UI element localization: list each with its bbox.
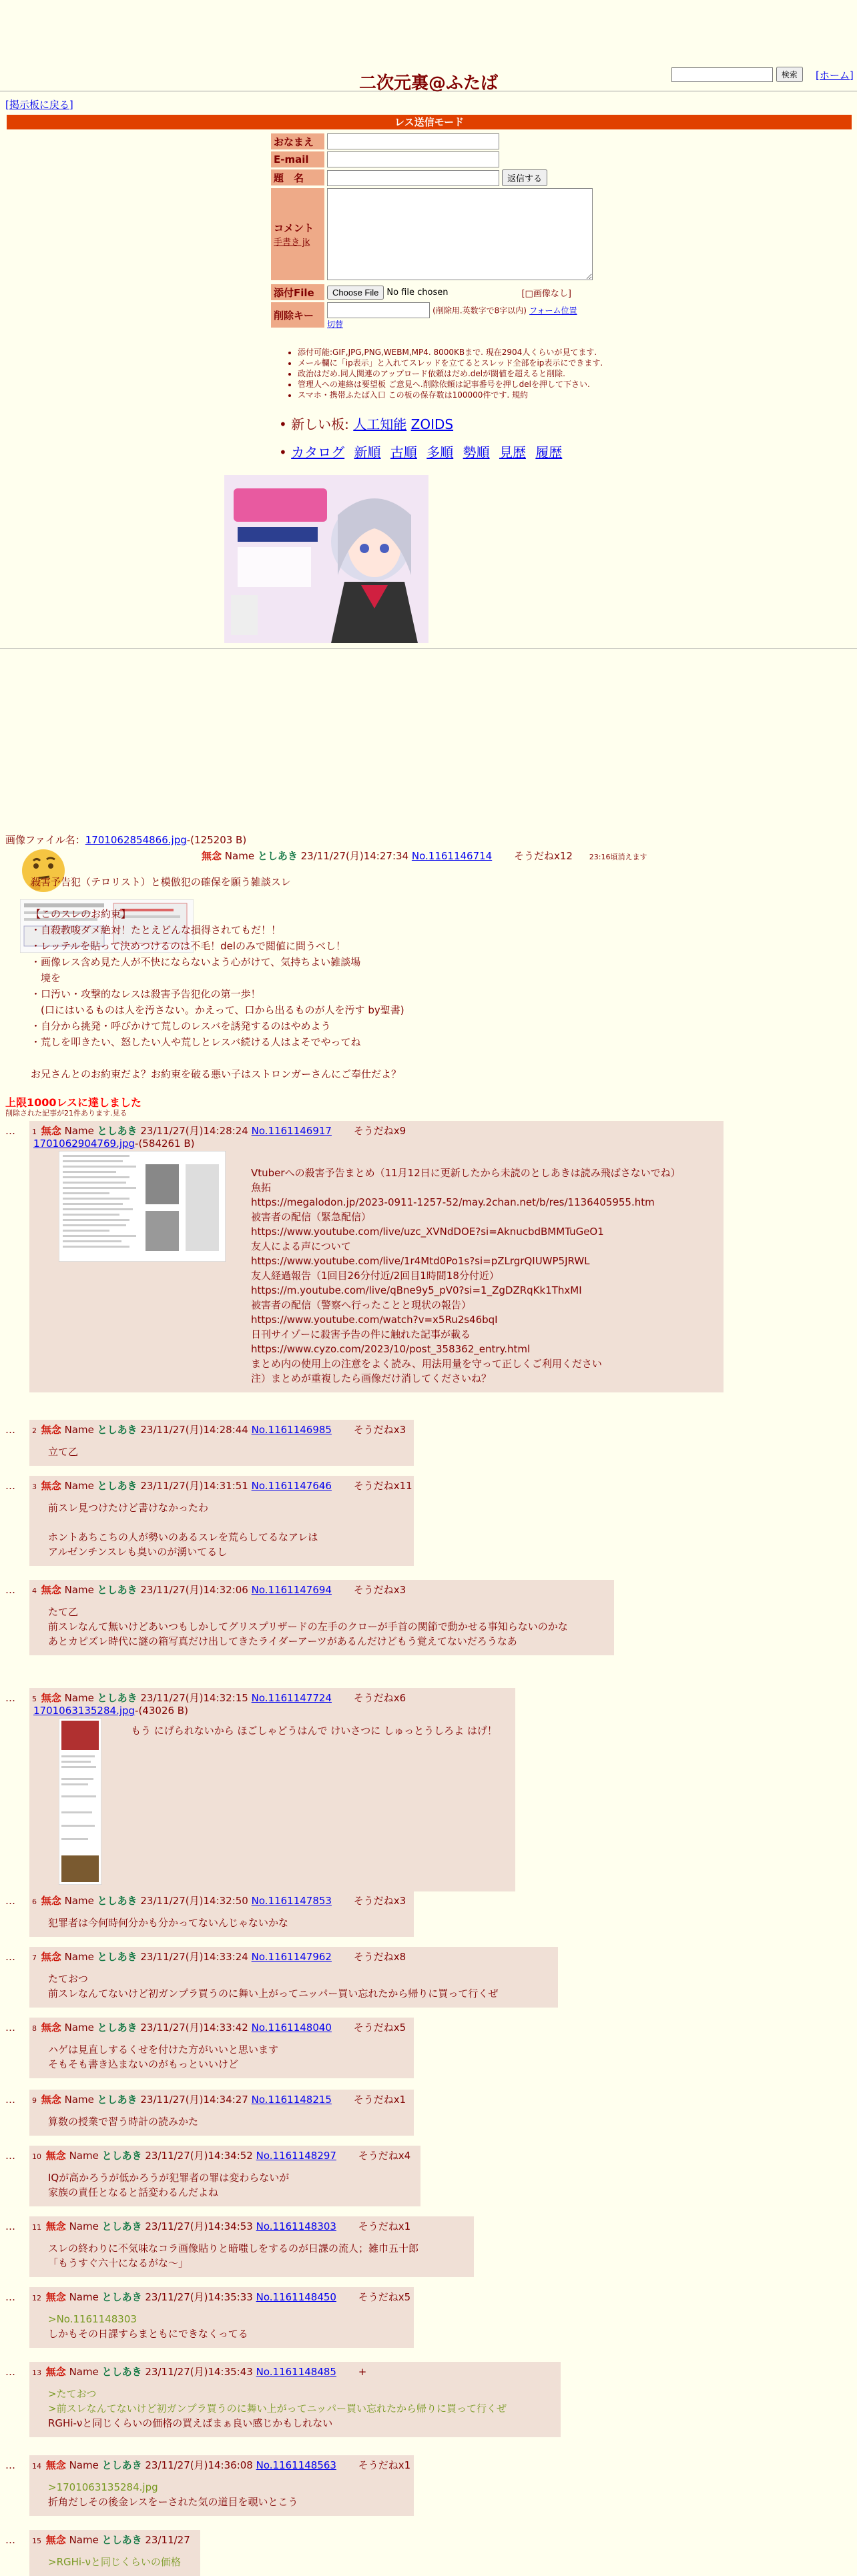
reply-subject: 無念 [41,2022,61,2034]
rule-item: • メール欄に「ip表示」と入れてスレッドを立てるとスレッド全部をip表示にできます. [298,358,645,368]
reply-file-link[interactable]: 1701062904769.jpg [33,1138,135,1150]
back-to-board-link[interactable]: [掲示板に戻る] [5,99,73,111]
reply-sodane-button[interactable]: そうだねx3 [353,1424,406,1436]
reply-10: … 10 無念 Name としあき 23/11/27(月)14:34:52 No.1161148297 そうだねx4 IQが高かろうが低かろうが犯罪者の罪は変わらないが 家族の責任となると話変わるんだよね [5,2146,420,2206]
reply-name: としあき [97,1125,137,1137]
nav-most[interactable]: 多順 [426,444,454,460]
reply-body: 折角だしその後金レスをーされた気の道目を覗いとこう [48,2496,298,2508]
reply-subject: 無念 [45,2220,66,2232]
reply-sodane-button[interactable]: そうだねx9 [353,1125,406,1137]
reply-date: 23/11/27(月)14:28:44 [140,1424,248,1436]
nav-oldest[interactable]: 古順 [390,444,417,460]
reply-12: … 12 無念 Name としあき 23/11/27(月)14:35:33 No.1161148450 そうだねx5 >No.1161148303 しかもその日課すらまともにできなくってる [5,2287,414,2348]
reply-sodane-button[interactable]: そうだねx8 [353,1951,406,1963]
home-link[interactable]: [ホーム] [816,69,854,81]
subject-row [271,169,593,186]
op-file-label: 画像ファイル名： [5,834,85,846]
limit-message: 上限1000レスに達しました [5,1096,142,1109]
new-boards: • 新しい板: 人工知能 ZOIDS [279,416,454,432]
submit-button[interactable]: 返信する [502,169,547,186]
reply-name: としあき [97,1584,137,1596]
comment-textarea[interactable] [327,188,593,280]
reply-date: 23/11/27(月)14:33:42 [140,2022,248,2034]
rule-item: • 政治はだめ.同人関連のアップロード依頼はだめ.delが閾値を超えると削除. [298,368,645,379]
reply-name: としあき [101,2291,142,2303]
reply-post-number[interactable]: No.1161148450 [256,2291,336,2303]
new-board-link-zoids[interactable]: ZOIDS [410,416,454,432]
op-file-link[interactable]: 1701062854866.jpg [85,834,187,846]
reply-name: としあき [101,2534,142,2546]
rule-item: • 管理人への連絡は要望板 ご意見へ.削除依頼は記事番号を押しdelを押して下さい. [298,379,645,390]
reply-mode-bar: レス送信モード [7,115,852,129]
reply-quote: >RGHi-νと同じくらいの価格 [48,2556,181,2568]
reply-sodane-button[interactable]: + [358,2366,367,2378]
new-boards-label: 新しい板: [291,416,349,432]
reply-11: … 11 無念 Name としあき 23/11/27(月)14:34:53 No.1161148303 そうだねx1 スレの終わりに不気味なコラ画像貼りと暗嗤しをするのが日課の流人；雑巾五十郎 「もうすぐ六十になるがな～」 [5,2216,474,2277]
reply-file-size: -(43026 B) [135,1705,188,1717]
op-post-number[interactable]: No.1161146714 [411,850,493,862]
reply-subject: 無念 [41,1692,61,1704]
reply-index: 7 [32,1954,37,1962]
reply-thumbnail[interactable] [59,1151,226,1262]
deleted-message[interactable]: 削除された記事が21件あります.見る [5,1109,127,1118]
reply-subject: 無念 [41,1480,61,1492]
reply-body: しかもその日課すらまともにできなくってる [48,2328,248,2340]
reply-body: スレの終わりに不気味なコラ画像貼りと暗嗤しをするのが日課の流人；雑巾五十郎 「もうすぐ六十になるがな～」 [48,2242,419,2269]
reply-post-number[interactable]: No.1161148303 [256,2220,336,2232]
reply-sodane-button[interactable]: そうだねx5 [353,2022,406,2034]
op-file-info [5,833,246,847]
reply-13: … 13 無念 Name としあき 23/11/27(月)14:35:43 No.1161148485 + >たておつ >前スレなんてないけど初ガンプラ買うのに舞い上がってニッパー買い忘れたから帰りに買って行くぜ RGHi-νと同じくらいの価格の買えばまぁ良い感じかもしれない [5,2362,561,2437]
reply-15: … 15 無念 Name としあき 23/11/27 >RGHi-νと同じくらいの価格 [5,2530,200,2576]
new-board-link-ai[interactable]: 人工知能 [353,416,407,432]
search-button[interactable]: 検索 [776,67,803,82]
op-name-prefix: Name [224,850,255,862]
reply-post-number[interactable]: No.1161148563 [256,2459,336,2471]
reply-subject: 無念 [45,2150,66,2162]
rules-list [271,347,645,400]
reply-date: 23/11/27(月)14:36:08 [145,2459,253,2471]
reply-body: ハゲは見直しするくせを付けた方がいいと思います そもそも書き込まないのがもっといいけど [48,2044,279,2070]
post-form [271,133,593,332]
reply-quote: >たておつ >前スレなんてないけど初ガンプラ買うのに舞い上がってニッパー買い忘れたから帰りに買って行くぜ [48,2388,507,2415]
reply-sodane-button[interactable]: そうだねx3 [353,1895,406,1907]
form-position-link[interactable]: フォーム位置 [529,306,577,316]
reply-post-number[interactable]: No.1161147646 [251,1480,332,1492]
op-header [202,849,647,863]
name-row [271,133,593,149]
rule-item: • スマホ・携帯ふたば入口 この板の保存数は100000件です. 規約 [298,390,645,400]
reply-index: 11 [32,2223,41,2232]
reply-subject: 無念 [41,2094,61,2106]
reply-quote: >No.1161148303 [48,2313,137,2325]
reply-name: としあき [97,2094,137,2106]
reply-body: もう にげられないから ほごしゃどうはんで けいさつに しゅっとうしろよ はげ！ [131,1725,497,1737]
reply-index: 13 [32,2369,41,2377]
reply-sodane-button[interactable]: そうだねx1 [353,2094,406,2106]
banner-ad-image[interactable] [224,475,429,643]
reply-body: たて乙 前スレなんて無いけどあいつもしかしてグリスプリザードの左手のクローが手首の関節で動かせる事知らないのかな あとカピズレ時代に謎の箱写真だけ出してきたライダーアーツがあるんだけどもう覚えてないだろうなあ [48,1606,568,1647]
reply-body: RGHi-νと同じくらいの価格の買えばまぁ良い感じかもしれない [48,2417,333,2429]
reply-date: 23/11/27(月)14:35:43 [145,2366,253,2378]
reply-index: 10 [32,2152,41,2161]
reply-sodane-button[interactable]: そうだねx6 [353,1692,406,1704]
reply-name: としあき [101,2366,142,2378]
reply-index: 2 [32,1426,37,1435]
reply-post-number[interactable]: No.1161147853 [251,1895,332,1907]
reply-index: 8 [32,2024,37,2033]
reply-body: 前スレ見つけたけど書けなかったわ ホントあちこちの人が勢いのあるスレを荒らしてるなアレは アルゼンチンスレも臭いのが湧いてるし [48,1502,318,1558]
reply-subject: 無念 [45,2366,66,2378]
reply-file-size: -(584261 B) [135,1138,195,1150]
reply-1: … 1 無念 Name としあき 23/11/27(月)14:28:24 No.1161146917 そうだねx9 1701062904769.jpg-(584261 B) Vtuberへの殺害予告まとめ（11月12日に更新したから未読のとしあきは読み飛ばさないでね） 魚拓 https://megalodon.jp/2023-0911-1257-52/may.2chan.net/b/res/1136405955.htm 被害者の配信（緊急配信） https://www.youtube.com/live/uzc_XVNdDOE?si=AknucbdBMMTuGeO1 友人による声について https://www.youtube.com/live/1r4Mtd0Po1s?si=pZLrgrQIUWP5JRWL 友人経過報告（1回目26分付近/2回目1時間18分付近） https://m.youtube.com/live/qBne9y5_pV0?si=1_ZgDZRqKk1ThxMI 被害者の配信（警察へ行ったことと現状の報告） https://www.youtube.com/watch?v=x5Ru2s46bqI 日刊サイゾーに殺害予告の件に触れた記事が載る https://www.cyzo.com/2023/10/post_358362_entry.html まとめ内の使用上の注意をよく読み、用法用量を守って正しくご利用ください 注）まとめが重複したら画像だけ消してくださいね？ [5,1121,724,1392]
subject-input[interactable] [327,170,499,186]
reply-sodane-button[interactable]: そうだねx11 [353,1480,412,1492]
name-label: おなまえ [271,133,324,149]
delkey-note: (削除用.英数字で8字以内) [433,306,527,316]
reply-name: としあき [97,1480,137,1492]
reply-sodane-button[interactable]: そうだねx5 [358,2291,411,2303]
nav-viewed[interactable]: 見歴 [499,444,526,460]
reply-date: 23/11/27(月)14:28:24 [140,1125,248,1137]
email-label: E-mail [271,151,324,167]
reply-name: としあき [97,1692,137,1704]
delkey-label: 削除キー [271,302,324,328]
reply-sodane-button[interactable]: そうだねx1 [358,2220,411,2232]
board-title: 二次元裏@ふたば [358,73,498,93]
reply-body: 算数の授業で習う時計の読みかた [48,2116,199,2128]
delkey-row [271,302,593,330]
reply-date: 23/11/27(月)14:33:24 [140,1951,248,1963]
reply-date: 23/11/27(月)14:35:33 [145,2291,253,2303]
reply-8: … 8 無念 Name としあき 23/11/27(月)14:33:42 No.1161148040 そうだねx5 ハゲは見直しするくせを付けた方がいいと思います そもそも書き込まないのがもっといいけど [5,2018,414,2078]
reply-post-number[interactable]: No.1161148040 [251,2022,332,2034]
reply-date: 23/11/27(月)14:32:06 [140,1584,248,1596]
reply-index: 5 [32,1695,37,1703]
reply-post-number[interactable]: No.1161148297 [256,2150,336,2162]
reply-date: 23/11/27(月)14:34:53 [145,2220,253,2232]
handwrite-link[interactable]: 手書き jk [274,238,310,248]
reply-body: 犯罪者は今何時何分かも分かってないんじゃないかな [48,1917,289,1929]
catalog-nav: • カタログ 新順 古順 多順 勢順 見歴 履歴 [279,444,563,460]
reply-body: たておつ 前スレなんてないけど初ガンプラ買うのに舞い上がってニッパー買い忘れたから帰りに買って行くぜ [48,1973,499,2000]
op-date: 23/11/27(月)14:27:34 [300,850,409,862]
reply-5: … 5 無念 Name としあき 23/11/27(月)14:32:15 No.1161147724 そうだねx6 1701063135284.jpg-(43026 B) もう にげられないから ほごしゃどうはんで けいさつに しゅっとうしろよ はげ！ [5,1688,515,1891]
reply-date: 23/11/27(月)14:34:27 [140,2094,248,2106]
no-file-text: No file chosen [386,287,449,298]
reply-post-number[interactable]: No.1161148485 [256,2366,336,2378]
op-subject: 無念 [202,850,222,862]
comment-label: コメント [274,222,314,234]
subject-label: 題 名 [271,169,324,185]
reply-index: 3 [32,1482,37,1491]
nav-momentum[interactable]: 勢順 [463,444,490,460]
file-row [271,284,593,300]
reply-index: 6 [32,1897,37,1906]
reply-subject: 無念 [41,1125,61,1137]
reply-file-link[interactable]: 1701063135284.jpg [33,1705,135,1717]
reply-subject: 無念 [41,1584,61,1596]
reply-name: としあき [101,2150,142,2162]
reply-subject: 無念 [41,1424,61,1436]
reply-subject: 無念 [41,1895,61,1907]
reply-4: … 4 無念 Name としあき 23/11/27(月)14:32:06 No.1161147694 そうだねx3 たて乙 前スレなんて無いけどあいつもしかしてグリスプリザードの左手のクローが手首の関節で動かせる事知らないのかな あとカピズレ時代に謎の箱写真だけ出してきたライダーアーツがあるんだけどもう覚えてないだろうなあ [5,1580,614,1655]
nav-newest[interactable]: 新順 [354,444,381,460]
reply-body: Vtuberへの殺害予告まとめ（11月12日に更新したから未読のとしあきは読み飛ばさないでね） 魚拓 https://megalodon.jp/2023-0911-1257-52/may.2chan.net/b/res/1136405955.htm 被害者の配信（緊急配信） https://www.youtube.com/live/uzc_XVNdDOE?si=AknucbdBMMTuGeO1 友人による声について https://www.youtube.com/live/1r4Mtd0Po1s?si=pZLrgrQIUWP5JRWL 友人経過報告（1回目26分付近/2回目1時間18分付近） https://m.youtube.com/live/qBne9y5_pV0?si=1_ZgDZRqKk1ThxMI 被害者の配信（警察へ行ったことと現状の報告） https://www.youtube.com/watch?v=x5Ru2s46bqI 日刊サイゾーに殺害予告の件に触れた記事が載る https://www.cyzo.com/2023/10/post_358362_entry.html まとめ内の使用上の注意をよく読み、用法用量を守って正しくご利用ください 注）まとめが重複したら画像だけ消してくださいね？ [251,1167,681,1384]
rule-item: • 添付可能:GIF,JPG,PNG,WEBM,MP4. 8000KBまで. 現在2904人くらいが見てます. [298,347,645,358]
reply-name: としあき [97,1424,137,1436]
reply-2: … 2 無念 Name としあき 23/11/27(月)14:28:44 No.1161146985 そうだねx3 立て乙 [5,1420,414,1466]
reply-post-number[interactable]: No.1161146985 [251,1424,332,1436]
reply-date: 23/11/27(月)14:31:51 [140,1480,248,1492]
reply-index: 4 [32,1587,37,1595]
reply-subject: 無念 [45,2534,66,2546]
reply-subject: 無念 [41,1951,61,1963]
reply-6: … 6 無念 Name としあき 23/11/27(月)14:32:50 No.1161147853 そうだねx3 犯罪者は今何時何分かも分かってないんじゃないかな [5,1891,414,1937]
op-expire: 23:16頃消えます [589,853,647,861]
reply-thumbnail[interactable] [59,1718,101,1885]
op-name: としあき [257,850,298,862]
name-input[interactable] [327,133,499,149]
reply-name: としあき [101,2459,142,2471]
nav-catalog[interactable]: カタログ [291,444,345,460]
reply-3: … 3 無念 Name としあき 23/11/27(月)14:31:51 No.1161147646 そうだねx11 前スレ見つけたけど書けなかったわ ホントあちこちの人が勢いのあるスレを荒らしてるなアレは アルゼンチンスレも臭いのが湧いてるし [5,1476,414,1566]
reply-sodane-button[interactable]: そうだねx3 [353,1584,406,1596]
reply-date: 23/11/27(月)14:32:15 [140,1692,248,1704]
no-image-checkbox[interactable]: [□画像なし] [521,288,571,299]
reply-date: 23/11/27(月)14:32:50 [140,1895,248,1907]
switch-link[interactable]: 切替 [327,320,344,329]
reply-sodane-button[interactable]: そうだねx1 [358,2459,411,2471]
comment-row [271,188,593,280]
op-body: 殺害予告犯（テロリスト）と模倣犯の確保を願う雑談スレ 【このスレのお約束】 ・自殺教唆ダメ絶対！たとえどんな損得されてもだ！！ ・レッテルを貼って決めつけるのは不毛！delのみで閲値に問うべし！ ・画像レス含め見た人が不快にならないよう心がけて、気持ちよい雑談場 境を ・口汚い・攻撃的なレスは殺害予告犯化の第一歩！ (口にはいるものは人を汚さない。かえって、口から出るものが人を汚す by聖書) ・自分から挑発・呼びかけて荒しのレスバを誘発するのはやめよう ・荒しを叩きたい、怒したい人や荒しとレスバ続ける人はよそでやってね お兄さんとのお約束だよ？お約束を破る悪い子はストロンガーさんにご奉仕だよ？ [31,876,404,1080]
reply-post-number[interactable]: No.1161147724 [251,1692,332,1704]
reply-body: IQが高かろうが低かろうが犯罪者の罪は変わらないが 家族の責任となると話変わるんだよね [48,2172,290,2198]
file-label: 添付File [271,284,324,300]
reply-7: … 7 無念 Name としあき 23/11/27(月)14:33:24 No.1161147962 そうだねx8 たておつ 前スレなんてないけど初ガンプラ買うのに舞い上がってニッパー買い忘れたから帰りに買って行くぜ [5,1947,558,2008]
choose-file-button[interactable]: Choose File [327,286,384,300]
reply-index: 15 [32,2537,41,2545]
reply-post-number[interactable]: No.1161147962 [251,1951,332,1963]
email-row [271,151,593,167]
reply-index: 9 [32,2096,37,2105]
reply-sodane-button[interactable]: そうだねx4 [358,2150,411,2162]
reply-date: 23/11/27 [145,2534,190,2546]
nav-history[interactable]: 履歴 [535,444,563,460]
reply-name: としあき [101,2220,142,2232]
reply-date: 23/11/27(月)14:34:52 [145,2150,253,2162]
reply-14: … 14 無念 Name としあき 23/11/27(月)14:36:08 No.1161148563 そうだねx1 >1701063135284.jpg 折角だしその後金レスをーされた気の道目を覗いとこう [5,2455,414,2516]
reply-subject: 無念 [45,2291,66,2303]
reply-quote: >1701063135284.jpg [48,2481,158,2493]
reply-9: … 9 無念 Name としあき 23/11/27(月)14:34:27 No.1161148215 そうだねx1 算数の授業で習う時計の読みかた [5,2090,414,2136]
op-sodane-button[interactable]: そうだねx12 [514,850,573,862]
reply-post-number[interactable]: No.1161147694 [251,1584,332,1596]
email-input[interactable] [327,151,499,167]
reply-body: 立て乙 [48,1446,79,1458]
reply-post-number[interactable]: No.1161148215 [251,2094,332,2106]
reply-index: 12 [32,2294,41,2302]
reply-subject: 無念 [45,2459,66,2471]
delkey-input[interactable] [327,302,430,318]
reply-name: としあき [97,2022,137,2034]
reply-name: としあき [97,1951,137,1963]
reply-post-number[interactable]: No.1161146917 [251,1125,332,1137]
reply-index: 1 [32,1128,37,1136]
reply-name: としあき [97,1895,137,1907]
op-file-size: -(125203 B) [186,834,247,846]
reply-index: 14 [32,2462,41,2471]
